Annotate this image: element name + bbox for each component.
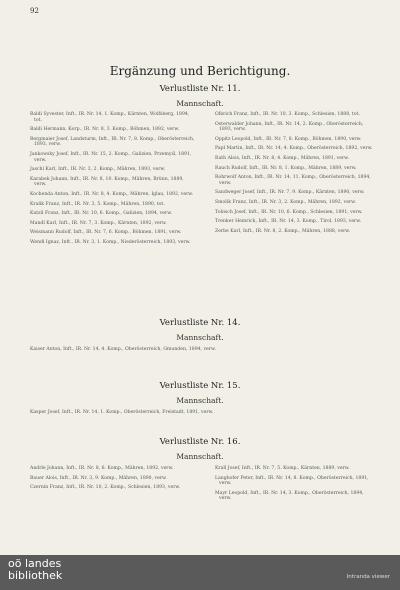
list-entry: Rath Alois, Inft., IR. Nr. 8, 4. Komp., Mähren, 1891, verw. bbox=[215, 155, 349, 161]
viewer-label: Intranda viewer bbox=[346, 574, 390, 580]
list-right-16 bbox=[215, 466, 375, 506]
list-entry: Tobisch Josef, Inft., IR. Nr. 10, 6. Komp., Schlesien, 1891, verw. bbox=[215, 209, 363, 215]
list-entry: Kochenda Anton, Inft., IR. Nr. 8, 4. Komp., Mähren, Iglau, 1892, verw. bbox=[30, 191, 194, 197]
list-right-11 bbox=[215, 112, 375, 238]
page-title: Ergänzung und Berichtigung. bbox=[109, 64, 291, 78]
list-left-11 bbox=[30, 112, 195, 250]
list-entry: Rohrwolf Anton, Inft., IR. Nr. 14, 11. Komp., Oberösterreich, 1894, verw. bbox=[215, 175, 371, 186]
list-entry: Baldi Syvester, Inft., IR. Nr. 14, 1. Komp., Kärnten, Wolfsberg, 1894, tot. bbox=[30, 112, 190, 123]
list-entry: Jaschl Karl, Inft., IR. Nr. 3, 2. Komp., Mähren, 1893, verw. bbox=[30, 167, 166, 173]
list-entry: Sandweger Josef, Inft., IR. Nr. 7, 9. Komp., Kärnten, 1890, verw. bbox=[215, 190, 365, 196]
list-entry: Langhofer Peter, Inft., IR. Nr. 14, 8. Komp., Oberösterreich, 1891, verw. bbox=[215, 475, 369, 487]
page-number: 92 bbox=[30, 7, 39, 15]
list-entry: Baldi Hermann, Korp., IR. Nr. 8, 3. Komp., Böhmen, 1892, verw. bbox=[30, 127, 180, 133]
library-logo-line2: bibliothek bbox=[8, 569, 63, 582]
list-entry: Bauer Alois, Inft., IR. Nr. 3, 9. Komp., Mähren, 1890, verw. bbox=[30, 475, 167, 481]
list-entry: Czernin Franz, Inft., IR. Nr. 10, 2. Komp., Schlesien, 1893, verw. bbox=[30, 485, 181, 491]
list-entry: Rauch Rudolf, Inft., IR. Nr. 8, 1. Komp., Mähren, 1889, verw. bbox=[215, 165, 357, 171]
section-subheading-16: Mannschaft. bbox=[176, 452, 224, 461]
list-entry: Bergmaier Josef, Landsturm, Inft., IR. Nr. 7, 8. Komp., Oberösterreich, 1893, verw. bbox=[30, 136, 195, 148]
section-heading-16: Verlustliste Nr. 16. bbox=[159, 437, 241, 447]
list-entry: Trenker Heinrich, Inft., IR. Nr. 14, 3. Komp., Tirol, 1893, verw. bbox=[215, 219, 362, 225]
list-entry: Wendl Ignaz, Inft., IR. Nr. 3, 1. Komp., Niederösterreich, 1893, verw. bbox=[30, 239, 191, 245]
list-entry: Mayr Leopold, Inft., IR. Nr. 14, 3. Komp., Oberösterreich, 1894, verw. bbox=[215, 490, 364, 502]
list-entry: Mandl Karl, Inft., IR. Nr. 7, 3. Komp., Kärnten, 1892, verw. bbox=[30, 220, 167, 226]
section-heading-15: Verlustliste Nr. 15. bbox=[159, 381, 241, 391]
list-left-16 bbox=[30, 466, 195, 495]
list-entry: Zerbe Karl, Inft., IR. Nr. 8, 2. Komp., Mähren, 1888, verw. bbox=[215, 228, 351, 234]
library-logo-line1: oö landes bbox=[8, 557, 62, 570]
list-entry: Karabek Johann, Inft., IR. Nr. 8, 10. Komp., Mähren, Brünn, 1889, verw. bbox=[30, 176, 184, 188]
section-subheading-11: Mannschaft. bbox=[176, 99, 224, 108]
list-entry: Oppitz Leopold, Inft., IR. Nr. 7, 8. Komp., Böhmen, 1890, verw. bbox=[215, 136, 362, 142]
section-heading-14: Verlustliste Nr. 14. bbox=[159, 318, 241, 328]
entry-text-15: Kasper Josef, Inft., IR. Nr. 14, 1. Komp., Oberösterreich, Freistadt, 1891, verw. bbox=[30, 410, 214, 415]
list-entry: Andrle Johann, Inft., IR. Nr. 8, 6. Komp., Mähren, 1892, verw. bbox=[30, 466, 174, 471]
list-entry: Krall Josef, Inft., IR. Nr. 7, 5. Komp., Kärnten, 1889, verw. bbox=[215, 466, 350, 471]
list-entry: Smolik Franz, Inft., IR. Nr. 3, 2. Komp., Mähren, 1892, verw. bbox=[215, 199, 356, 205]
list-entry: Kralik Franz, Inft., IR. Nr. 3, 5. Komp., Mähren, 1890, tot. bbox=[30, 201, 165, 207]
list-entry: Jankowsky Josef, Inft., IR. Nr. 15, 2. Komp., Galizien, Przemyśl, 1891, verw. bbox=[30, 151, 192, 163]
list-entry: Kutzil Franz, Inft., IR. Nr. 10, 6. Komp., Galizien, 1894, verw. bbox=[30, 211, 173, 217]
entry-text-14: Kaiser Anton, Inft., IR. Nr. 14, 4. Komp., Oberösterreich, Gmunden, 1894, verw. bbox=[30, 347, 216, 352]
section-subheading-15: Mannschaft. bbox=[176, 396, 224, 405]
list-entry: Papl Martin, Inft., IR. Nr. 14, 4. Komp., Oberösterreich, 1892, verw. bbox=[215, 146, 373, 152]
section-heading-11: Verlustliste Nr. 11. bbox=[159, 84, 241, 94]
list-entry: Osterwalder Johann, Inft., IR. Nr. 14, 2. Komp., Oberösterreich, 1893, verw. bbox=[215, 121, 364, 133]
list-entry: Olbrich Franz, Inft., IR. Nr. 10, 3. Komp., Schlesien, 1888, tot. bbox=[215, 112, 360, 117]
section-subheading-14: Mannschaft. bbox=[176, 333, 224, 342]
list-entry: Weismann Rudolf, Inft., IR. Nr. 7, 6. Komp., Böhmen, 1891, verw. bbox=[30, 230, 182, 236]
